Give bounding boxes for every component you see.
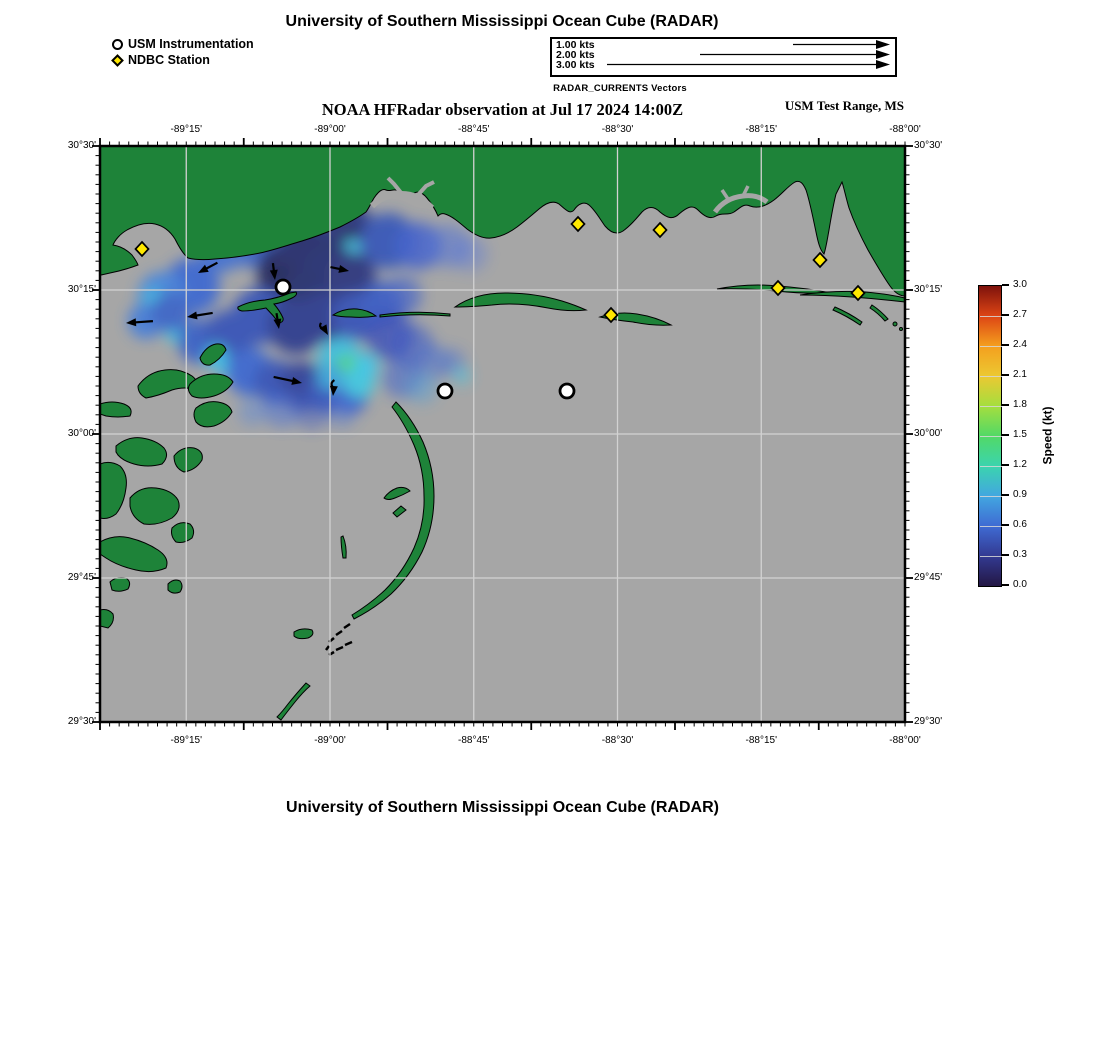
y-axis-label-left: 30°00'	[67, 428, 96, 439]
colorbar-tick	[1002, 404, 1009, 406]
colorbar-tick	[1002, 524, 1009, 526]
colorbar-separator	[980, 556, 1002, 557]
colorbar-title: Speed (kt)	[1040, 406, 1055, 465]
colorbar-tick-label: 2.1	[1013, 369, 1027, 380]
colorbar-separator	[980, 496, 1002, 497]
colorbar-tick	[1002, 314, 1009, 316]
colorbar-tick	[1002, 434, 1009, 436]
y-axis-label-right: 29°45'	[914, 572, 943, 583]
colorbar-tick-label: 1.5	[1013, 429, 1027, 440]
colorbar-tick	[1002, 284, 1009, 286]
colorbar-tick-label: 0.0	[1013, 579, 1027, 590]
colorbar-tick-label: 1.2	[1013, 459, 1027, 470]
colorbar-tick	[1002, 584, 1009, 586]
colorbar-tick	[1002, 494, 1009, 496]
test-range-label: USM Test Range, MS	[784, 98, 904, 113]
vector-scale-row-label: 3.00 kts	[556, 59, 595, 71]
x-axis-label-bottom: -88°45'	[458, 735, 490, 746]
vector-scale-row-label: 1.00 kts	[556, 39, 595, 51]
footer-title: University of Southern Mississippi Ocean Cube (RADAR)	[286, 799, 719, 816]
colorbar-tick-label: 0.6	[1013, 519, 1027, 530]
y-axis-label-left: 29°45'	[67, 572, 96, 583]
legend-label-ndbc: NDBC Station	[128, 53, 210, 67]
colorbar-tick-label: 1.8	[1013, 399, 1027, 410]
colorbar-tick	[1002, 374, 1009, 376]
y-axis-label-right: 30°00'	[914, 428, 943, 439]
y-axis-label-left: 30°15'	[67, 284, 96, 295]
usm-instrumentation-icon	[112, 39, 123, 50]
x-axis-label-top: -88°00'	[889, 124, 921, 135]
colorbar-separator	[980, 406, 1002, 407]
x-axis-label-top: -88°45'	[458, 124, 490, 135]
colorbar-separator	[980, 436, 1002, 437]
colorbar-tick-label: 0.9	[1013, 489, 1027, 500]
colorbar-tick-label: 2.4	[1013, 339, 1027, 350]
vector-scale-row-label: 2.00 kts	[556, 49, 595, 61]
ndbc-station-icon	[111, 54, 124, 67]
colorbar-tick-label: 2.7	[1013, 309, 1027, 320]
x-axis-label-top: -89°15'	[170, 124, 202, 135]
colorbar-tick	[1002, 344, 1009, 346]
colorbar-separator	[980, 316, 1002, 317]
colorbar-tick-label: 0.3	[1013, 549, 1027, 560]
colorbar-tick	[1002, 554, 1009, 556]
observation-subtitle: NOAA HFRadar observation at Jul 17 2024 14:00Z	[321, 100, 684, 119]
x-axis-label-top: -88°15'	[745, 124, 777, 135]
colorbar-separator	[980, 466, 1002, 467]
legend-label-usm: USM Instrumentation	[128, 37, 254, 51]
page-title: University of Southern Mississippi Ocean Cube (RADAR)	[285, 13, 719, 30]
x-axis-label-bottom: -88°15'	[745, 735, 777, 746]
colorbar-separator	[980, 526, 1002, 527]
x-axis-label-bottom: -88°30'	[601, 735, 634, 746]
map-frame	[86, 132, 919, 736]
x-axis-label-bottom: -89°15'	[170, 735, 202, 746]
y-axis-label-right: 30°15'	[914, 284, 943, 295]
colorbar-tick	[1002, 464, 1009, 466]
x-axis-label-top: -89°00'	[314, 124, 346, 135]
y-axis-label-left: 29°30'	[67, 716, 96, 727]
vector-scale-arrows	[552, 39, 894, 74]
y-axis-label-right: 30°30'	[914, 140, 943, 151]
y-axis-label-right: 29°30'	[914, 716, 943, 727]
y-axis-label-left: 30°30'	[67, 140, 96, 151]
x-axis-label-bottom: -89°00'	[314, 735, 346, 746]
x-axis-label-top: -88°30'	[601, 124, 634, 135]
colorbar-separator	[980, 376, 1002, 377]
colorbar-separator	[980, 346, 1002, 347]
x-axis-label-bottom: -88°00'	[889, 735, 921, 746]
vector-scale-caption: RADAR_CURRENTS Vectors	[553, 83, 687, 94]
colorbar-tick-label: 3.0	[1013, 279, 1027, 290]
vector-scale-box	[550, 37, 897, 77]
